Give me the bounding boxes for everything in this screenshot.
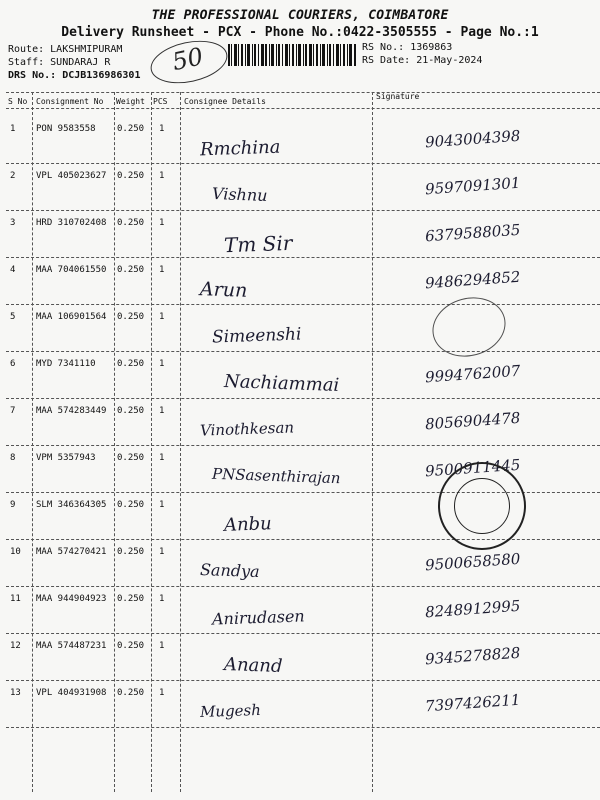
row-consignee-handwriting: Anbu	[223, 513, 273, 536]
rs-no-line	[362, 42, 452, 53]
drs-label: DRS No.:	[8, 70, 57, 81]
table-row	[0, 167, 600, 214]
rs-no-value: 1369863	[410, 42, 453, 53]
row-pcs: 1	[159, 124, 165, 134]
col-signature: Signature	[376, 92, 420, 101]
row-weight: 0.250	[117, 171, 145, 181]
table-row	[0, 214, 600, 261]
staff-line	[8, 57, 110, 68]
table-row	[0, 402, 600, 449]
row-divider	[6, 351, 600, 352]
row-consignment-no: VPL 404931908	[36, 688, 107, 698]
seal-inner-ring	[454, 478, 510, 534]
route-label: Route:	[8, 44, 45, 55]
route-value: LAKSHMIPURAM	[50, 44, 123, 55]
row-sno: 5	[10, 312, 16, 322]
row-consignment-no: HRD 310702408	[36, 218, 107, 228]
table-row	[0, 308, 600, 355]
row-weight: 0.250	[117, 359, 145, 369]
row-pcs: 1	[159, 594, 165, 604]
handwritten-count: 50	[169, 42, 206, 77]
row-consignee-handwriting: PNSasenthirajan	[211, 464, 341, 488]
row-weight: 0.250	[117, 218, 145, 228]
row-divider	[6, 304, 600, 305]
row-consignment-no: MAA 704061550	[36, 265, 107, 275]
row-signature-handwriting: 8056904478	[424, 408, 521, 434]
barcode	[228, 44, 356, 66]
row-signature-handwriting: 9994762007	[424, 361, 521, 387]
table-row	[0, 684, 600, 731]
row-consignee-handwriting: Nachiammai	[223, 370, 340, 397]
rs-date-value: 21-May-2024	[416, 55, 483, 66]
row-sno: 8	[10, 453, 16, 463]
row-divider	[6, 727, 600, 728]
drs-line	[8, 70, 140, 81]
col-pcs: PCS	[153, 97, 168, 106]
row-pcs: 1	[159, 359, 165, 369]
runsheet-title: Delivery Runsheet - PCX - Phone No.:0422-3505555 - Page No.:1	[61, 25, 539, 40]
row-pcs: 1	[159, 265, 165, 275]
row-signature-handwriting: 9345278828	[424, 643, 521, 669]
row-divider	[6, 163, 600, 164]
row-consignee-handwriting: Anand	[223, 653, 283, 678]
row-divider	[6, 633, 600, 634]
row-divider	[6, 257, 600, 258]
col-consignee: Consignee Details	[184, 97, 266, 106]
table-row	[0, 261, 600, 308]
row-pcs: 1	[159, 500, 165, 510]
row-sno: 3	[10, 218, 16, 228]
company-seal-stamp	[438, 462, 526, 550]
row-divider	[6, 586, 600, 587]
row-sno: 2	[10, 171, 16, 181]
row-weight: 0.250	[117, 453, 145, 463]
row-consignment-no: SLM 346364305	[36, 500, 107, 510]
row-signature-handwriting: 9486294852	[424, 267, 521, 293]
row-consignee-handwriting: Simeenshi	[211, 324, 302, 348]
row-divider	[6, 680, 600, 681]
row-consignment-no: MAA 106901564	[36, 312, 107, 322]
row-consignee-handwriting: Rmchina	[199, 136, 281, 161]
staff-value: SUNDARAJ R	[50, 57, 111, 68]
row-signature-handwriting: 9043004398	[424, 126, 521, 152]
row-divider	[6, 398, 600, 399]
row-consignment-no: MAA 574487231	[36, 641, 107, 651]
table-row	[0, 120, 600, 167]
row-weight: 0.250	[117, 641, 145, 651]
row-divider	[6, 445, 600, 446]
rs-date-line	[362, 55, 482, 66]
row-consignment-no: MAA 574270421	[36, 547, 107, 557]
row-consignment-no: MYD 7341110	[36, 359, 96, 369]
row-consignee-handwriting: Mugesh	[199, 700, 262, 722]
rs-date-label: RS Date:	[362, 55, 411, 66]
table-row	[0, 637, 600, 684]
row-sno: 7	[10, 406, 16, 416]
row-signature-handwriting: 8248912995	[424, 596, 521, 622]
row-pcs: 1	[159, 171, 165, 181]
row-consignment-no: VPM 5357943	[36, 453, 96, 463]
row-signature-handwriting: 6379588035	[424, 220, 521, 246]
row-sno: 4	[10, 265, 16, 275]
row-consignment-no: MAA 944904923	[36, 594, 107, 604]
row-pcs: 1	[159, 688, 165, 698]
row-weight: 0.250	[117, 312, 145, 322]
table-row	[0, 355, 600, 402]
row-weight: 0.250	[117, 688, 145, 698]
row-sno: 12	[10, 641, 21, 651]
row-weight: 0.250	[117, 547, 145, 557]
table-top-rule	[6, 92, 600, 93]
col-weight: Weight	[116, 97, 145, 106]
row-weight: 0.250	[117, 594, 145, 604]
row-pcs: 1	[159, 547, 165, 557]
row-pcs: 1	[159, 453, 165, 463]
row-sno: 6	[10, 359, 16, 369]
row-sno: 13	[10, 688, 21, 698]
row-sno: 10	[10, 547, 21, 557]
row-consignee-handwriting: Arun	[199, 278, 248, 302]
row-consignee-handwriting: Vishnu	[211, 184, 268, 205]
row-sno: 1	[10, 124, 16, 134]
row-signature-handwriting: 9500658580	[424, 549, 521, 575]
row-pcs: 1	[159, 406, 165, 416]
table-row	[0, 543, 600, 590]
table-header-rule	[6, 108, 600, 109]
rs-no-label: RS No.:	[362, 42, 405, 53]
row-pcs: 1	[159, 312, 165, 322]
row-weight: 0.250	[117, 406, 145, 416]
row-consignee-handwriting: Anirudasen	[211, 606, 306, 629]
staff-label: Staff:	[8, 57, 45, 68]
row-pcs: 1	[159, 218, 165, 228]
row-weight: 0.250	[117, 124, 145, 134]
row-signature-handwriting: 9500911445	[424, 455, 521, 481]
row-consignee-handwriting: Tm Sir	[223, 230, 293, 258]
company-title: THE PROFESSIONAL COURIERS, COIMBATORE	[151, 8, 449, 23]
row-weight: 0.250	[117, 265, 145, 275]
col-consignment: Consignment No	[36, 97, 104, 106]
row-divider	[6, 210, 600, 211]
row-consignment-no: MAA 574283449	[36, 406, 107, 416]
row-pcs: 1	[159, 641, 165, 651]
row-consignment-no: PON 9583558	[36, 124, 96, 134]
row-consignment-no: VPL 405023627	[36, 171, 107, 181]
row-consignee-handwriting: Sandya	[199, 559, 260, 582]
row-signature-handwriting: 9597091301	[424, 173, 521, 199]
handwritten-count-circle	[147, 34, 232, 89]
row-consignee-handwriting: Vinothkesan	[199, 418, 295, 440]
col-sno: S No	[8, 97, 28, 106]
row-signature-handwriting: 7397426211	[424, 690, 521, 716]
row-sno: 11	[10, 594, 21, 604]
route-line	[8, 44, 122, 55]
row-sno: 9	[10, 500, 16, 510]
table-row	[0, 590, 600, 637]
row-weight: 0.250	[117, 500, 145, 510]
drs-value: DCJB136986301	[62, 70, 141, 81]
